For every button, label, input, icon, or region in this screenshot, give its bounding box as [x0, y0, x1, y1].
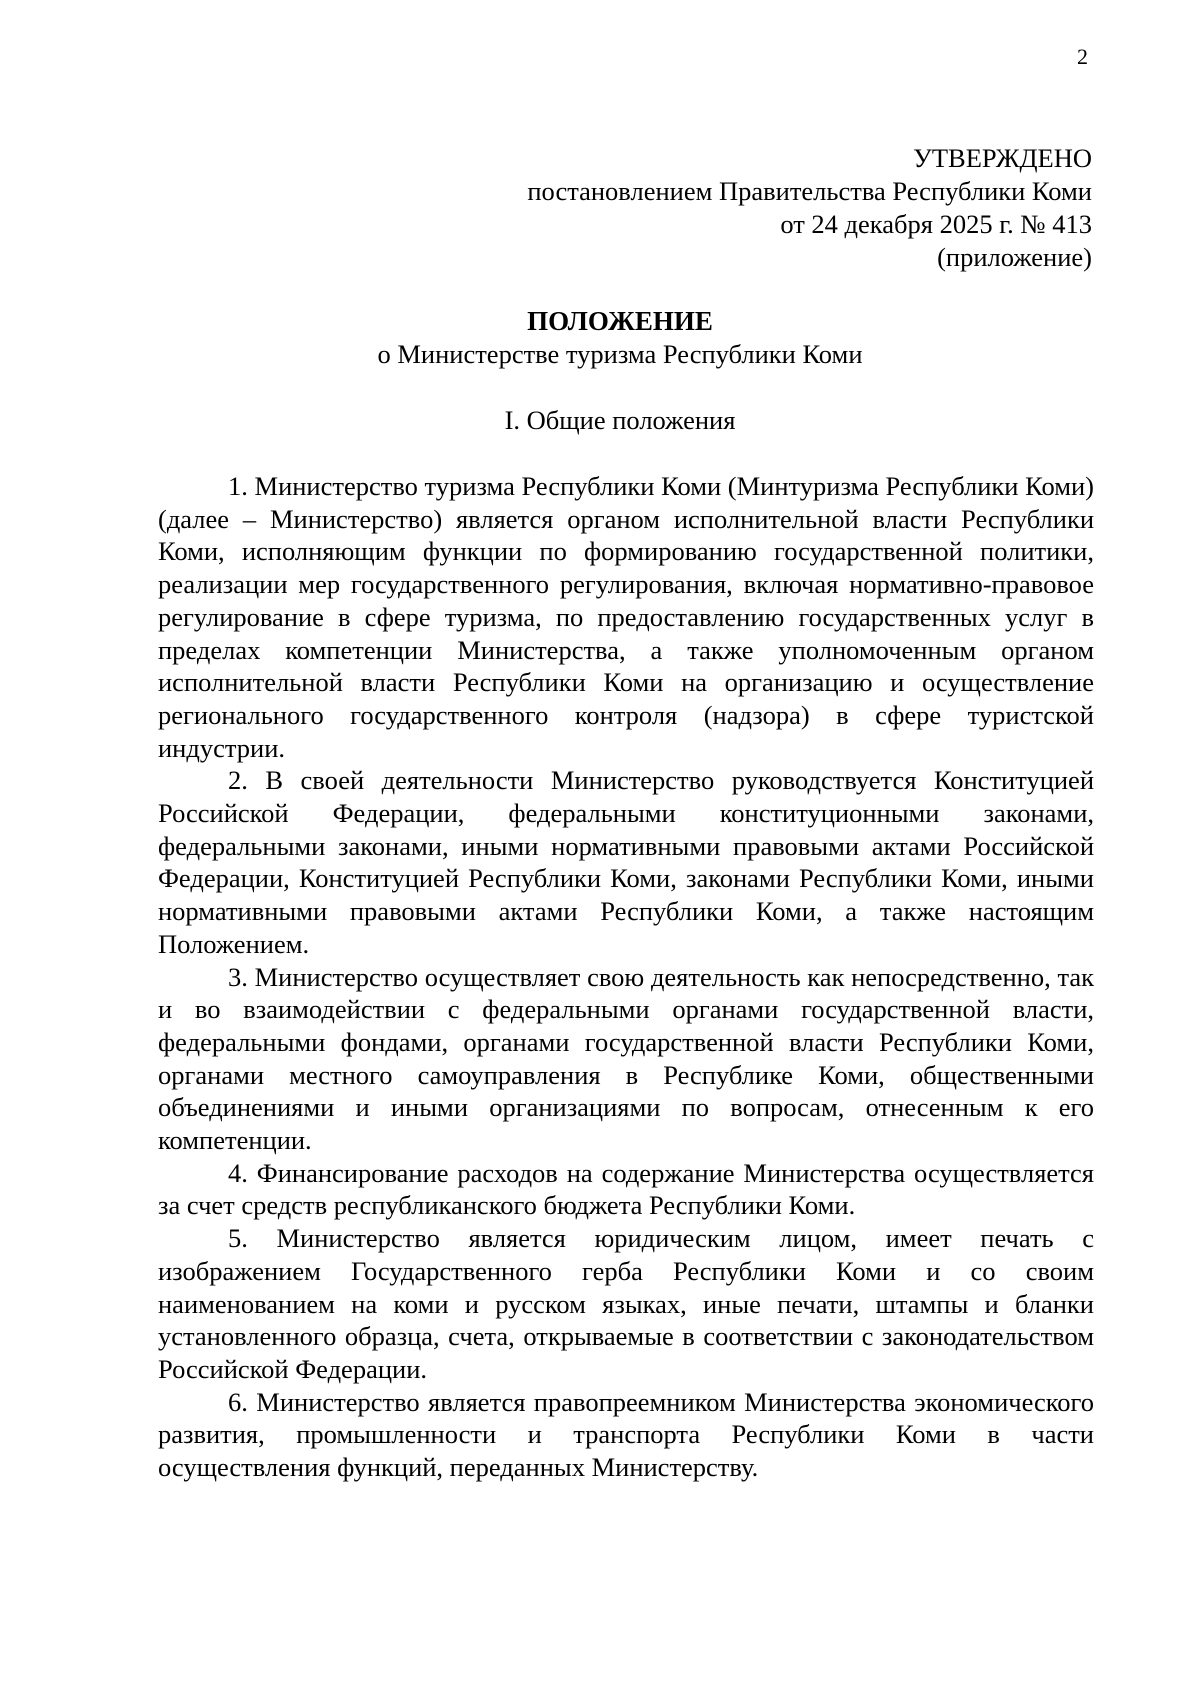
paragraph-6: 6. Министерство является правопреемником Министерства экономического развития, промышленности и транспорта Республики Коми в части осуществления функций, переданных Министерству.	[158, 1386, 1094, 1483]
document-subtitle: о Министерстве туризма Республики Коми	[377, 339, 863, 369]
document-body	[158, 470, 1094, 1484]
approval-line-resolution: постановлением Правительства Республики Коми	[527, 176, 1092, 206]
document-title: ПОЛОЖЕНИЕ	[527, 306, 713, 336]
approval-status: УТВЕРЖДЕНО	[913, 143, 1092, 173]
section-heading: I. Общие положения	[504, 405, 736, 435]
approval-block	[527, 142, 1092, 274]
paragraph-1: 1. Министерство туризма Республики Коми (Минтуризма Республики Коми) (далее – Министерство) является органом исполнительной власти Республики Коми, исполняющим функции по формированию государственной политики, реализации мер государственного регулирования, включая нормативно-правовое регулирование в сфере туризма, по предоставлению государственных услуг в пределах компетенции Министерства, а также уполномоченным органом исполнительной власти Республики Коми на организацию и осуществление регионального государственного контроля (надзора) в сфере туристской индустрии.	[158, 471, 1094, 763]
page-number: 2	[1077, 44, 1088, 69]
paragraph-4: 4. Финансирование расходов на содержание Министерства осуществляется за счет средств республиканского бюджета Республики Коми.	[158, 1157, 1094, 1221]
approval-line-appendix: (приложение)	[937, 242, 1092, 272]
approval-line-date-number: от 24 декабря 2025 г. № 413	[780, 209, 1092, 239]
paragraph-5: 5. Министерство является юридическим лицом, имеет печать с изображением Государственного герба Республики Коми и со своим наименованием на коми и русском языках, иные печати, штампы и бланки установленного образца, счета, открываемые в соответствии с законодательством Российской Федерации.	[158, 1223, 1094, 1384]
paragraph-3: 3. Министерство осуществляет свою деятельность как непосредственно, так и во взаимодействии с федеральными органами государственной власти, федеральными фондами, органами государственной власти Республики Коми, органами местного самоуправления в Республике Коми, общественными объединениями и иными организациями по вопросам, отнесенным к его компетенции.	[158, 961, 1094, 1156]
paragraph-2: 2. В своей деятельности Министерство руководствуется Конституцией Российской Федерации, федеральными конституционными законами, федеральными законами, иными нормативными правовыми актами Российской Федерации, Конституцией Республики Коми, законами Республики Коми, иными нормативными правовыми актами Республики Коми, а также настоящим Положением.	[158, 765, 1094, 959]
